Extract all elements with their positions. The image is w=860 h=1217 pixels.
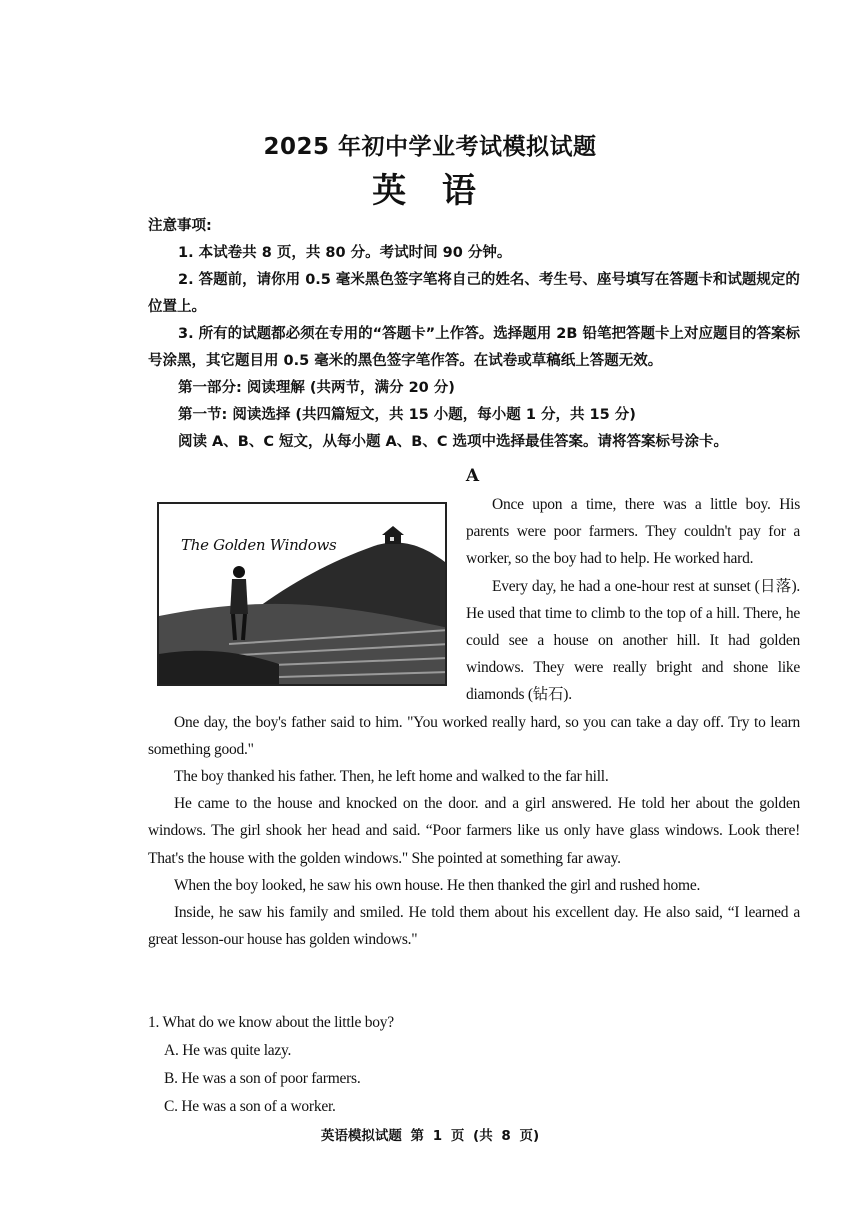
part-heading: 第一部分: 阅读理解 (共两节，满分 20 分) bbox=[178, 380, 455, 396]
passage-paragraph: Inside, he saw his family and smiled. He told them about his excellent day. He also said, “I learned a great lesson-our house has golden windows." bbox=[148, 904, 800, 949]
option-b: B. He was a son of poor farmers. bbox=[164, 1070, 361, 1087]
notes-heading: 注意事项: bbox=[148, 218, 212, 234]
passage-paragraph: When the boy looked, he saw his own house. He then thanked the girl and rushed home. bbox=[174, 876, 701, 894]
reading-instruction: 阅读 A、B、C 短文，从每小题 A、B、C 选项中选择最佳答案。请将答案标号涂卡。 bbox=[178, 434, 729, 450]
passage-paragraph: Every day, he had a one-hour rest at sunset (日落). He used that time to climb to the top of a hill. There, he could see a house on another hill. It had golden windows. They were really bright and shone like diamonds (钻石). bbox=[466, 577, 800, 704]
boy-body bbox=[230, 579, 248, 614]
note-item: 2. 答题前，请你用 0.5 毫米黑色签字笔将自己的姓名、考生号、座号填写在答题卡和试题规定的位置上。 bbox=[148, 272, 800, 315]
option-a: A. He was quite lazy. bbox=[164, 1042, 292, 1059]
golden-window bbox=[390, 537, 394, 541]
subject-title: 英 语 bbox=[372, 171, 488, 211]
boy-head bbox=[233, 566, 245, 578]
section-heading: 第一节: 阅读选择 (共四篇短文，共 15 小题，每小题 1 分，共 15 分) bbox=[178, 407, 636, 423]
passage-paragraph: He came to the house and knocked on the door. and a girl answered. He told her about the golden windows. The girl shook her head and said. “Poor farmers like us only have glass windows. Look there! That's the house with the golden windows." She pointed at something far away. bbox=[148, 795, 800, 867]
passage-paragraph: The boy thanked his father. Then, he left home and walked to the far hill. bbox=[174, 768, 609, 786]
question-stem: 1. What do we know about the little boy? bbox=[148, 1014, 394, 1031]
question-1 bbox=[148, 1009, 800, 1121]
exam-instructions bbox=[148, 213, 803, 456]
passage-paragraph: Once upon a time, there was a little boy. His parents were poor farmers. They couldn't pay for a worker, so the boy had to help. He worked hard. bbox=[466, 496, 800, 568]
illustration-title: The Golden Windows bbox=[181, 536, 337, 554]
option-c: C. He was a son of a worker. bbox=[164, 1098, 336, 1115]
note-item: 1. 本试卷共 8 页，共 80 分。考试时间 90 分钟。 bbox=[178, 245, 512, 261]
house-roof bbox=[382, 526, 404, 535]
page-footer: 英语模拟试题 第 1 页 (共 8 页) bbox=[320, 1128, 540, 1144]
exam-title: 2025 年初中学业考试模拟试题 bbox=[263, 134, 597, 160]
note-item: 3. 所有的试题都必须在专用的“答题卡”上作答。选择题用 2B 铅笔把答题卡上对应题目的答案标号涂黑，其它题目用 0.5 毫米的黑色签字笔作答。在试卷或草稿纸上答题无效。 bbox=[148, 326, 800, 369]
passage-label: A bbox=[465, 466, 480, 486]
landscape-illustration bbox=[159, 504, 447, 686]
passage-illustration bbox=[157, 502, 447, 686]
passage-paragraph: One day, the boy's father said to him. "You worked really hard, so you can take a day off. Try to learn something good." bbox=[148, 713, 800, 758]
